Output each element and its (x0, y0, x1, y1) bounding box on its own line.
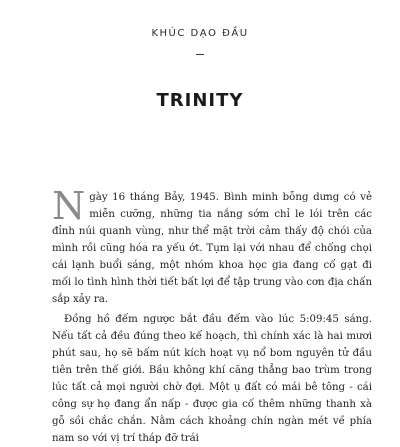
body-text (52, 184, 372, 447)
drop-cap: N (52, 184, 86, 228)
paragraph-2: Đồng hồ đếm ngược bắt đầu đếm vào lúc 5:09:45 sáng. Nếu tất cả đều đúng theo kế hoạch, thì chính xác là hai mươi phút sau, họ sẽ bấm nút kích hoạt vụ nổ bom nguyên tử đầu tiên trên thế giới. Bầu không khí căng thẳng bao trùm trong lúc tất cả mọi người chờ đợi. Một ụ đất có mái bê tông - cái công sự họ đang ẩn nấp - được gia cố thêm những thanh xà gỗ sồi chắc chắn. Nằm cách khoảng chín ngàn mét về phía nam so với vị trí tháp đỡ trái (52, 314, 372, 444)
paragraph-1-text: gày 16 tháng Bảy, 1945. Bình minh bỗng dưng có vẻ miễn cưỡng, những tia nắng sớm chỉ le lói trên các đỉnh núi quanh vùng, như thể mặt trời cảm thấy độ chói của mình rồi cũng hóa ra yếu ớt. Tụm lại với nhau để chống chọi cái lạnh buổi sáng, một nhóm khoa học gia đang cố gạt đi mối lo tình hình thời tiết bất lợi để tập trung vào cơn địa chấn sắp xảy ra. (52, 192, 372, 305)
paragraph-1 (52, 184, 372, 308)
title-divider (196, 54, 204, 55)
chapter-title: TRINITY (156, 90, 244, 111)
section-kicker: KHÚC DẠO ĐẦU (151, 28, 249, 39)
